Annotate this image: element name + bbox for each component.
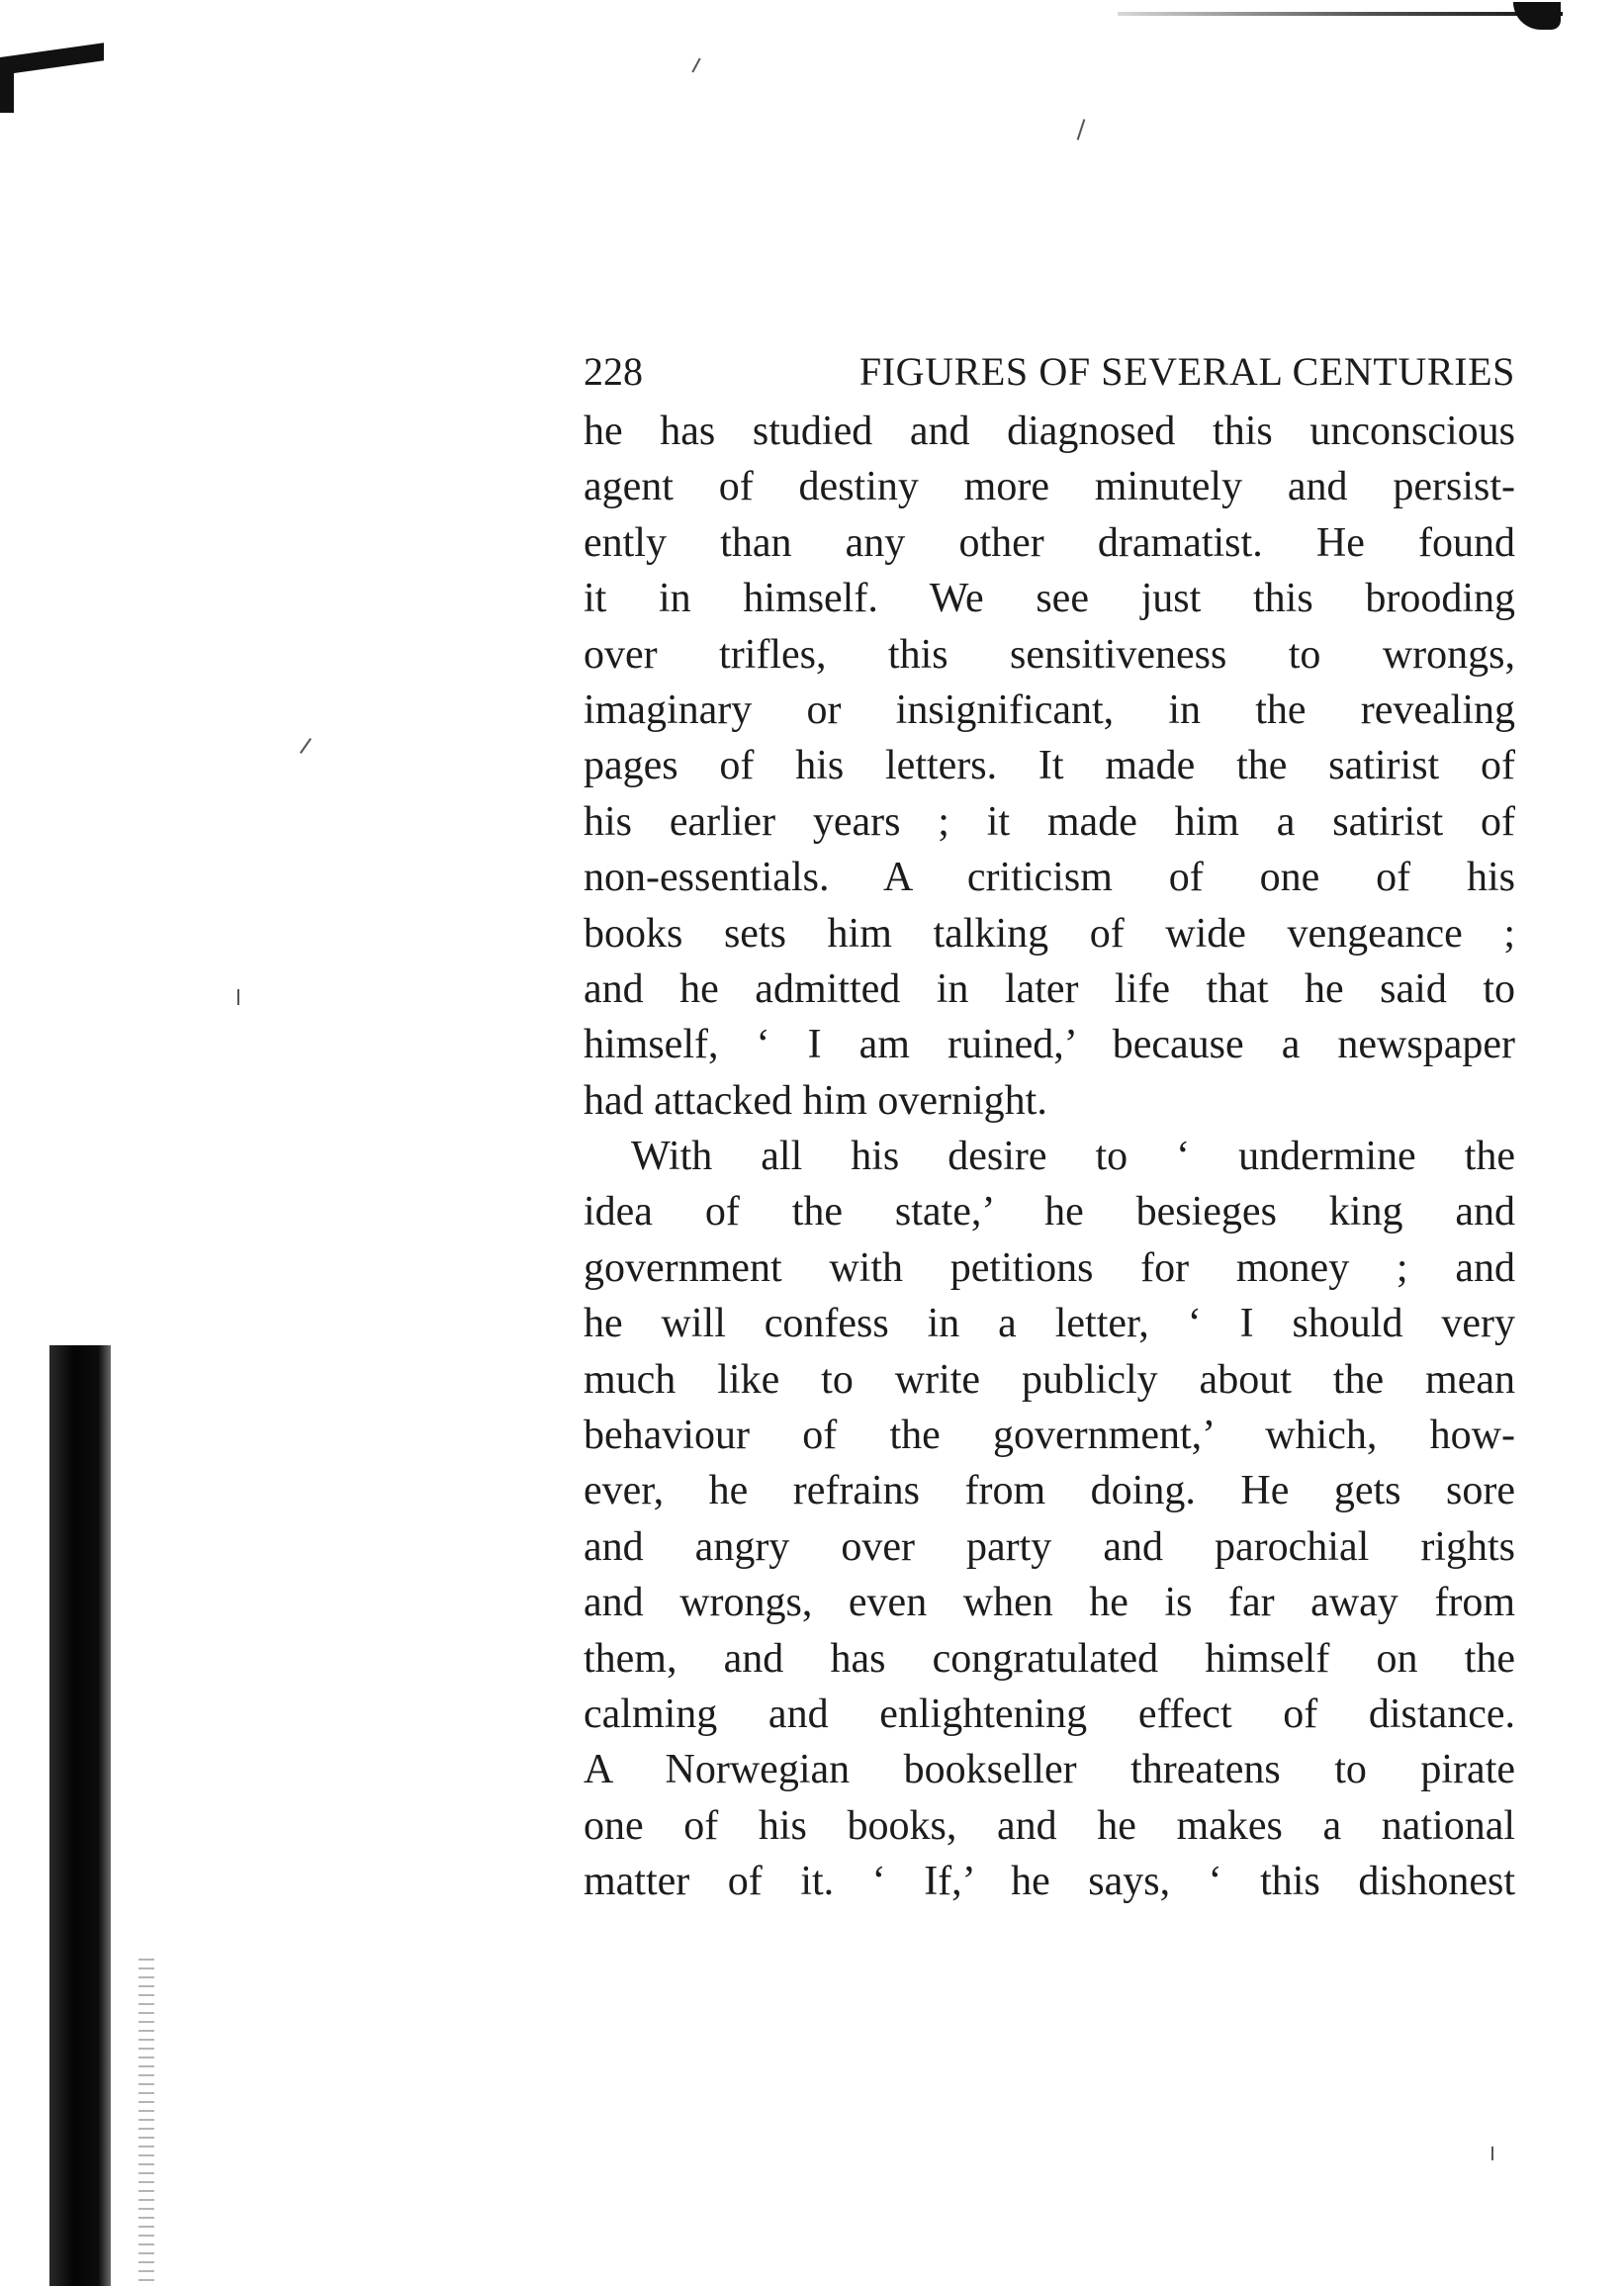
text-line: over trifles, this sensitiveness to wrongs, xyxy=(584,631,1515,678)
scan-speck xyxy=(1491,2147,1493,2160)
text-line: it in himself. We see just this brooding xyxy=(584,576,1515,622)
binding-gutter-shadow xyxy=(49,1345,111,2286)
text-line: A Norwegian bookseller threatens to pirate xyxy=(584,1747,1515,1793)
text-line: he will confess in a letter, ‘ I should very xyxy=(584,1301,1515,1347)
scan-corner-mark xyxy=(0,43,104,75)
scan-speck xyxy=(237,989,239,1005)
text-line: and he admitted in later life that he said to xyxy=(584,965,1515,1012)
text-line: government with petitions for money ; and xyxy=(584,1244,1515,1291)
text-line: imaginary or insignificant, in the revealing xyxy=(584,686,1515,733)
text-line: ently than any other dramatist. He found xyxy=(584,519,1515,566)
text-line: agent of destiny more minutely and persist- xyxy=(584,464,1515,510)
scan-top-edge-line xyxy=(1118,12,1563,16)
text-line: he has studied and diagnosed this unconscious xyxy=(584,409,1515,454)
text-line: matter of it. ‘ If,’ he says, ‘ this dishonest xyxy=(584,1859,1515,1905)
text-line: had attacked him overnight. xyxy=(584,1077,1047,1124)
text-line: one of his books, and he makes a national xyxy=(584,1802,1515,1849)
text-line: his earlier years ; it made him a satirist of xyxy=(584,798,1515,845)
text-line: calming and enlightening effect of distance. xyxy=(584,1691,1515,1737)
text-line: them, and has congratulated himself on the xyxy=(584,1635,1515,1682)
text-line: With all his desire to ‘ undermine the xyxy=(631,1134,1515,1180)
text-line: and angry over party and parochial rights xyxy=(584,1523,1515,1570)
running-head xyxy=(584,348,1515,404)
scan-top-edge-blot xyxy=(1513,2,1561,30)
binding-speckle xyxy=(138,1959,154,2285)
paragraph-2 xyxy=(584,1129,1515,1909)
paragraph-1 xyxy=(584,404,1515,1129)
text-line: pages of his letters. It made the satirist of xyxy=(584,743,1515,789)
text-line: much like to write publicly about the mean xyxy=(584,1356,1515,1403)
text-line: idea of the state,’ he besieges king and xyxy=(584,1189,1515,1235)
scan-speck xyxy=(691,57,700,72)
book-page xyxy=(584,348,1515,1910)
text-line: ever, he refrains from doing. He gets sore xyxy=(584,1468,1515,1514)
text-line: and wrongs, even when he is far away from xyxy=(584,1580,1515,1626)
running-head-title: FIGURES OF SEVERAL CENTURIES xyxy=(858,349,1515,394)
scan-corner-mark-stub xyxy=(0,65,14,113)
text-line: books sets him talking of wide vengeance ; xyxy=(584,910,1515,957)
text-line: non-essentials. A criticism of one of his xyxy=(584,855,1515,901)
text-line: himself, ‘ I am ruined,’ because a newspaper xyxy=(584,1022,1515,1068)
scan-speck xyxy=(1077,119,1086,140)
scan-speck xyxy=(300,738,312,754)
text-line: behaviour of the government,’ which, how- xyxy=(584,1413,1515,1459)
page-number: 228 xyxy=(584,349,643,394)
body-text xyxy=(584,404,1515,1910)
